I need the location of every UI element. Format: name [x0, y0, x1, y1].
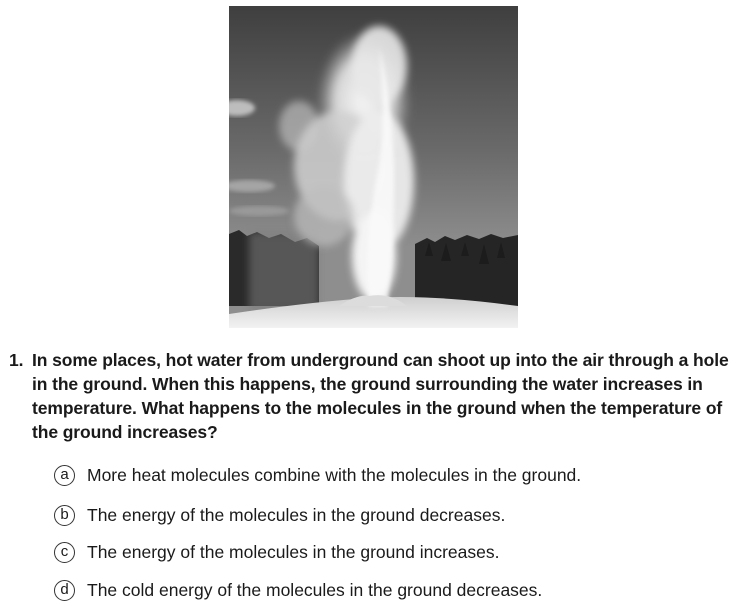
question-number: 1. — [9, 350, 24, 370]
choice-text-b: The energy of the molecules in the ground decreases. — [87, 504, 506, 525]
answer-choice-c[interactable] — [54, 539, 499, 565]
choice-bubble-a[interactable]: a — [54, 465, 75, 486]
choice-text-d: The cold energy of the molecules in the ground decreases. — [87, 579, 543, 600]
answer-choice-b[interactable] — [54, 502, 505, 528]
geyser-photo — [229, 6, 518, 328]
choice-bubble-b[interactable]: b — [54, 505, 75, 526]
choice-text-c: The energy of the molecules in the ground increases. — [87, 541, 500, 562]
answer-choice-d[interactable] — [54, 577, 542, 603]
choice-bubble-c[interactable]: c — [54, 542, 75, 563]
question-text: In some places, hot water from underground can shoot up into the air through a hole in the ground. When this happens, the ground surrounding the water increases in temperature. What happens to the molecules in the ground when the temperature of the ground increases? — [32, 350, 729, 442]
answer-choice-a[interactable] — [54, 462, 581, 488]
question-block — [9, 348, 737, 444]
choice-text-a: More heat molecules combine with the molecules in the ground. — [87, 464, 582, 485]
choice-bubble-d[interactable]: d — [54, 580, 75, 601]
